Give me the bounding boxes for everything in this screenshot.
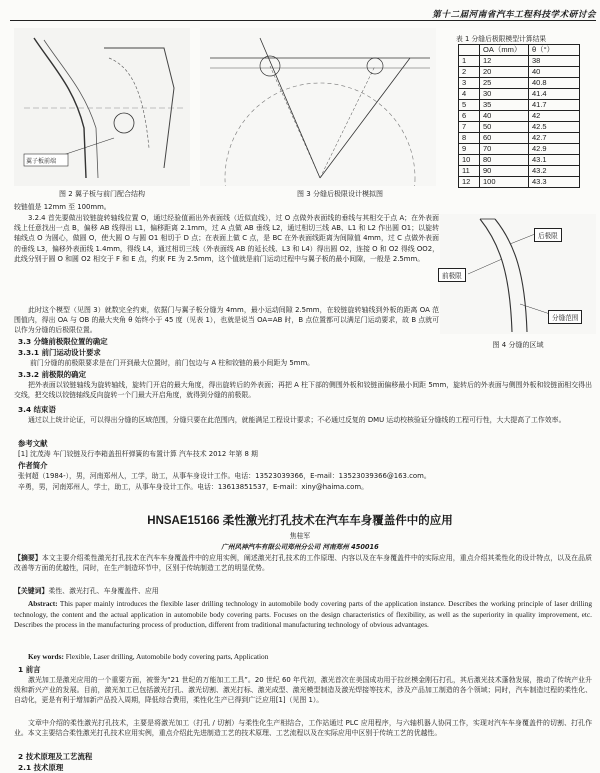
table-cell: 20 [480,67,529,78]
heading-3-3-1: 3.3.1 前门运动设计要求 [18,348,101,357]
table-cell: 38 [529,56,580,67]
table-cell: 6 [459,111,480,122]
table-cell: 4 [459,89,480,100]
abstract-cn [14,553,592,573]
keywords-cn-text: 柔性、激光打孔、车身覆盖件、应用 [48,587,159,595]
table-row [459,177,580,188]
figure-2-label: 翼子板前端 [26,158,57,165]
table-cell: 100 [480,177,529,188]
table-row [459,155,580,166]
heading-3-3: 3.3 分缝前极限位置的确定 [18,337,108,346]
table-header-cell: OA（mm） [480,45,529,56]
keywords-en-label: Key words: [28,652,64,661]
article-affiliation: 广州风神汽车有限公司郑州分公司 河南郑州 450016 [221,543,379,551]
figure-2-caption: 图 2 翼子板与前门配合结构 [59,190,145,198]
table-row [459,78,580,89]
abstract-cn-text: 本文主要介绍柔性激光打孔技术在汽车车身覆盖件中的应用实例，阐述激光打孔技术的工作原理、内容以及在车身覆盖件中的实际应用，重点介绍其柔性化的设计特点，以及在品质改善等方面的优越性，同时，在生产制造环节中，区别于传统制造工艺的明显优势。 [14,554,592,573]
heading-2-1: 2.1 技术原理 [18,763,64,772]
table-cell: 42.7 [529,133,580,144]
figure-4-label-split: 分缝范围 [548,310,582,324]
table-cell: 42.9 [529,144,580,155]
table-cell: 42.5 [529,122,580,133]
table-cell: 10 [459,155,480,166]
table-header-cell [459,45,480,56]
table-row [459,56,580,67]
keywords-cn-label: 【关键词】 [14,587,49,595]
author-bio-2: 辛勇，男，河南郑州人，学士，助工，从事车身设计工作。电话：13613851537，E-mail：xiny@haima.com。 [18,483,368,491]
table-cell: 9 [459,144,480,155]
table-cell: 80 [480,155,529,166]
table-header-cell: θ（°） [529,45,580,56]
table-cell: 12 [459,177,480,188]
table-cell: 41.4 [529,89,580,100]
paragraph-intro-2: 文章中介绍的柔性激光打孔技术，主要是将激光加工（打孔 / 切割）与柔性化生产相结合，工作站通过 PLC 应用程序，与六轴机器人协同工作，实现对汽车车身覆盖件的切割、打孔作业。本文主要结合柔性激光打孔技术应用实例，重点介绍此先进制造工艺的技术原理、工艺流程以及在实际应用中区别于传统工艺的优越性。 [14,719,592,738]
figure-4-label-front: 前极限 [438,268,466,282]
table-cell: 12 [480,56,529,67]
table-cell: 25 [480,78,529,89]
table-row [459,100,580,111]
heading-3-4: 3.4 结束语 [18,405,56,414]
figure-4-caption: 图 4 分缝的区域 [492,341,544,349]
paragraph-intro-1: 激光加工是激光应用的一个重要方面，被誉为“21 世纪的万能加工工具”。20 世纪 60 年代初，激光首次在美国成功用于拉丝模金刚石打孔，其后激光技术蓬勃发展，推动了传统产业升级和新兴产业的发展。目前，激光加工已包括激光打孔、激光切割、激光打标、激光成型、激光模型制造及激光焊接等技术，涉及产品加工制造的各个领域；同时，汽车制造过程的柔性化、自动化，更是有利于增加新产品投入周期，降低综合费用，柔性化生产已得到广泛应用[1]（见图 1）。 [14,676,592,705]
table-cell: 43.1 [529,155,580,166]
table-row [459,89,580,100]
paragraph-3-2-4: 3.2.4 首先要做出铰链旋转轴线位置 O，通过经验值画出外表面线（近似直线），过 O 点做外表面线的垂线与其相交于点 A；在外表面线上任意找出一点 B，偏移 AB 线得出 L1，偏移距离 2.1mm，过 A 点做 AB 垂线 L2，通过相切三线 AB、L1 和 L2 作出圆 O1；以旋转轴线点 O 为圆心，做圆 O，使大圆 O 与圆 O1 相切于 D 点；在表面上做 C 点，是 BC 在外表面线距离为间隙值 4mm，过 C 点做外表面的垂线 L3，偏移外表面线 1.4mm，得线 L4，通过相切三线（外表面线 AB 的延长线、L3 和 L4）得出圆 O2，连接 O 和 O2 得线 OO2，此线分别于圆 O 和圆 O2 相交于 F 和 E 点，约束 FE 为 2.5mm，这个值就是前门运动过程中与翼子板的最小间隙，一般是 2.5mm。 [14,214,439,263]
table-cell: 41.7 [529,100,580,111]
table-cell: 11 [459,166,480,177]
abstract-cn-label: 【摘要】 [14,554,42,562]
paragraph-model: 此时这个模型（见图 3）就数完全约束，依据门与翼子板分缝为 4mm，最小运动间隙 2.5mm，在较链旋转轴线到外板的距离 OA 范围值内，得出 OA 与 OB 的最大夹角 θ 始终小于 45 度（见表 1），也就是说当 OA=AB 时，B 点位置都可以满足门运动要求，故 B 点就可以作为分缝的后极限位置。 [14,306,439,335]
table-row [459,122,580,133]
article-title: HNSAE15166 柔性激光打孔技术在汽车车身覆盖件中的应用 [147,515,453,527]
figure-3-caption: 图 3 分缝后极限设计模拟图 [297,190,383,198]
abstract-en [14,599,592,631]
keywords-en [28,652,588,663]
table-cell: 40.8 [529,78,580,89]
heading-3-3-2: 3.3.2 前极限的确定 [18,370,86,379]
table-row [459,133,580,144]
abstract-en-label: Abstract: [28,599,58,608]
table-cell: 70 [480,144,529,155]
heading-1-intro: 1 前言 [18,665,41,674]
reference-1: [1] 沈茂涛 车门铰链及行李箱盖扭杆弹簧的布置计算 汽车技术 2012 年第 8 期 [18,450,258,458]
paragraph-continued: 较链值是 12mm 至 100mm。 [14,203,111,211]
paragraph-3-3-2: 把外表面以铰链轴线为旋转轴线，旋转门开启的最大角度，得出旋转后的外表面；再把 A 柱下部的侧围外板和铰链面偏移最小间距 5mm，旋转后的外表面与侧围外板和铰链面相交得出交线，把交线以铰链轴线反向旋转一个门最大开启角度，就得到分缝的前极限。 [14,381,592,400]
table-cell: 42 [529,111,580,122]
table-cell: 2 [459,67,480,78]
keywords-cn [14,586,592,596]
table-cell: 30 [480,89,529,100]
table-cell: 8 [459,133,480,144]
table-cell: 5 [459,100,480,111]
table-cell: 1 [459,56,480,67]
heading-2: 2 技术原理及工艺流程 [18,752,93,761]
author-bio-1: 张何超（1984-），男，河南郑州人，工学，助工，从事车身设计工作。电话：13523039366，E-mail：13523039366@163.com。 [18,472,431,480]
abstract-en-text: This paper mainly introduces the flexible laser drilling technology in automobile body covering parts of the application instance. Describes the working principle of laser drilling technology, the content and the actual application in automobile body covering parts. Focuses on the design characteristics of flexibility, as well as the superiority in quality improvement, etc. Describes the process in the manufacturing process of production, different from traditional manufacturing technology of obvious advantages. [14,599,592,630]
table-row [459,111,580,122]
table-cell: 40 [480,111,529,122]
table-cell: 90 [480,166,529,177]
table-row [459,67,580,78]
figure-3-drawing [200,28,436,186]
article-author: 焦桂军 [289,532,311,540]
table-cell: 3 [459,78,480,89]
table-1 [458,44,580,188]
table-row [459,166,580,177]
table-cell: 43.3 [529,177,580,188]
keywords-en-text: Flexible, Laser drilling, Automobile body covering parts, Application [65,652,269,661]
table-header-row [459,45,580,56]
table-cell: 7 [459,122,480,133]
table-1-title: 表 1 分缝后极限模型计算结果 [456,35,547,43]
table-cell: 35 [480,100,529,111]
table-row [459,144,580,155]
table-cell: 40 [529,67,580,78]
table-cell: 50 [480,122,529,133]
table-cell: 60 [480,133,529,144]
heading-author-intro: 作者简介 [18,461,48,470]
header-rule [10,20,596,21]
heading-references: 参考文献 [18,439,48,448]
table-cell: 43.2 [529,166,580,177]
paragraph-3-3-1: 前门分缝的前极限要求是在门开到最大位置时，前门包边与 A 柱和铰链的最小间距为 5mm。 [30,359,315,367]
conference-header: 第十二届河南省汽车工程科技学术研讨会 [432,10,596,20]
figure-4-label-rear: 后极限 [534,228,562,242]
paragraph-3-4: 通过以上统计论证，可以得出分缝的区域范围，分缝只要在此范围内，就能满足工程设计要求；不必通过反复的 DMU 运动校核验证分缝线的工程可行性，大大提高了工作效率。 [28,416,566,424]
